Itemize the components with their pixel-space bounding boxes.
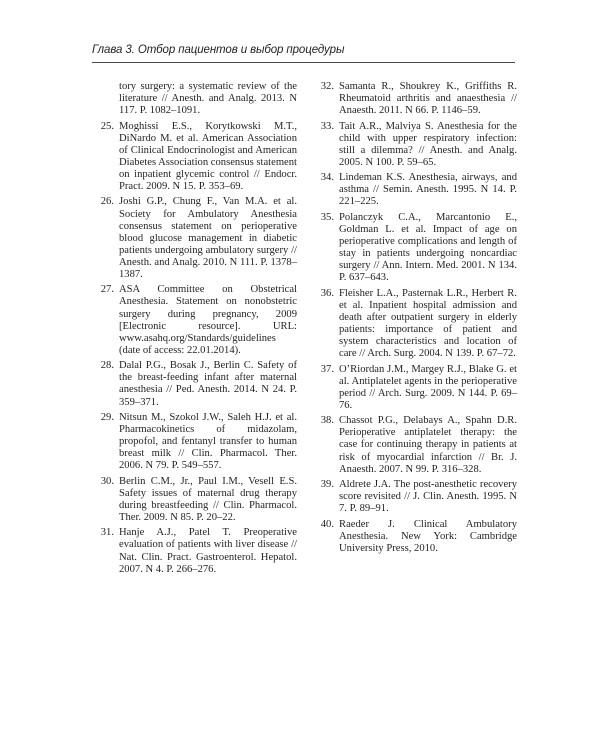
reference-text: Lindeman K.S. Anesthesia, airways, and asthma // Semin. Anesth. 1995. N 14. P. 221–225. (339, 172, 517, 208)
reference-item (312, 364, 517, 412)
reference-text: Samanta R., Shoukrey K., Griffiths R. Rheumatoid arthritis and anaesthesia // Anaesth. 2011. N 66. P. 1146–59. (339, 81, 517, 117)
reference-text: Fleisher L.A., Pasternak L.R., Herbert R. et al. Inpatient hospital admission and death after outpatient surgery in elderly patients: importance of patient and system characteristics and location of care // Arch. Surg. 2004. N 139. P. 67–72. (339, 287, 517, 360)
reference-number: 36. (320, 287, 334, 299)
reference-number: 25. (100, 120, 114, 132)
reference-number: 29. (100, 411, 114, 423)
reference-text: Polanczyk C.A., Marcantonio E., Goldman L. et al. Impact of age on perioperative complications and length of stay in patients undergoing noncardiac surgery // Ann. Intern. Med. 2001. N 134. P. 637–643. (339, 211, 517, 284)
reference-number: 33. (320, 120, 334, 132)
references-left-column (92, 81, 297, 579)
reference-item (312, 288, 517, 361)
reference-text: Tait A.R., Malviya S. Anesthesia for the child with upper respiratory infection: still a dilemma? // Anesth. and Analg. 2005. N 100. P. 59–65. (339, 120, 517, 168)
reference-item (92, 196, 297, 281)
reference-number: 27. (100, 284, 114, 296)
reference-number: 40. (320, 518, 334, 530)
reference-item (92, 121, 297, 194)
reference-item (92, 360, 297, 408)
reference-number: 35. (320, 211, 334, 223)
reference-text: Nitsun M., Szokol J.W., Saleh H.J. et al. Pharmacokinetics of midazolam, propofol, and fentanyl transfer to human breast milk // Clin. Pharmacol. Ther. 2006. N 79. P. 549–557. (119, 411, 297, 472)
reference-item (92, 81, 297, 117)
reference-number: 38. (320, 415, 334, 427)
reference-item (312, 479, 517, 515)
reference-text: tory surgery: a systematic review of the literature // Anesth. and Analg. 2013. N 117. P. 1082–1091. (119, 81, 297, 117)
reference-text: Berlin C.M., Jr., Paul I.M., Vesell E.S. Safety issues of maternal drug therapy during breastfeeding // Clin. Pharmacol. Ther. 2009. N 85. P. 20–22. (119, 475, 297, 523)
reference-text: ASA Committee on Obstetrical Anesthesia. Statement on nonobstetric surgery during pregnancy, 2009 [Electronic resource]. URL: www.asahq.org/Standards/guidelines (date of access: 22.01.2014). (119, 284, 297, 356)
running-header: Глава 3. Отбор пациентов и выбор процедуры (92, 44, 345, 56)
reference-item (92, 476, 297, 524)
references-right-column (312, 81, 517, 558)
reference-text: Joshi G.P., Chung F., Van M.A. et al. Society for Ambulatory Anesthesia consensus statement on perioperative blood glucose management in diabetic patients undergoing ambulatory surgery // Anesth. and Analg. 2010. N 111. P. 1378–1387. (119, 196, 297, 280)
reference-text: Hanje A.J., Patel T. Preoperative evaluation of patients with liver disease // Nat. Clin. Pract. Gastroenterol. Hepatol. 2007. N 4. P. 266–276. (119, 527, 297, 575)
reference-item (312, 81, 517, 117)
reference-item (92, 284, 297, 357)
reference-number: 37. (320, 363, 334, 375)
reference-text: Raeder J. Clinical Ambulatory Anesthesia. New York: Cambridge University Press, 2010. (339, 518, 517, 554)
reference-item (312, 121, 517, 169)
reference-number: 26. (100, 196, 114, 208)
reference-item (312, 415, 517, 475)
reference-item (312, 519, 517, 555)
reference-number: 31. (100, 527, 114, 539)
reference-item (312, 212, 517, 285)
reference-text: Moghissi E.S., Korytkowski M.T., DiNardo M. et al. American Association of Clinical Endocrinologist and American Diabetes Association consensus statement on inpatient glycemic control // Endocr. Pract. 2009. N 15. P. 353–69. (119, 120, 297, 193)
reference-item (92, 527, 297, 575)
reference-text: Aldrete J.A. The post-anesthetic recovery score revisited // J. Clin. Anesth. 1995. N 7. P. 89–91. (339, 478, 517, 515)
reference-number: 32. (320, 81, 334, 92)
reference-item (92, 412, 297, 472)
reference-number: 39. (320, 478, 334, 490)
reference-text: O’Riordan J.M., Margey R.J., Blake G. et al. Antiplatelet agents in the perioperative period // Arch. Surg. 2009. N 144. P. 69–76. (339, 363, 517, 411)
reference-text: Dalal P.G., Bosak J., Berlin C. Safety of the breast-feeding infant after maternal anesthesia // Ped. Anesth. 2014. N 24. P. 359–371. (119, 360, 297, 408)
reference-number: 28. (100, 360, 114, 372)
header-rule (92, 62, 515, 63)
reference-text: Chassot P.G., Delabays A., Spahn D.R. Perioperative antiplatelet therapy: the case for continuing therapy in patients at risk of myocardial infarction // Br. J. Anaesth. 2007. N 99. P. 316–328. (339, 415, 517, 475)
reference-item (312, 172, 517, 208)
reference-number: 34. (320, 172, 334, 184)
reference-number: 30. (100, 475, 114, 487)
